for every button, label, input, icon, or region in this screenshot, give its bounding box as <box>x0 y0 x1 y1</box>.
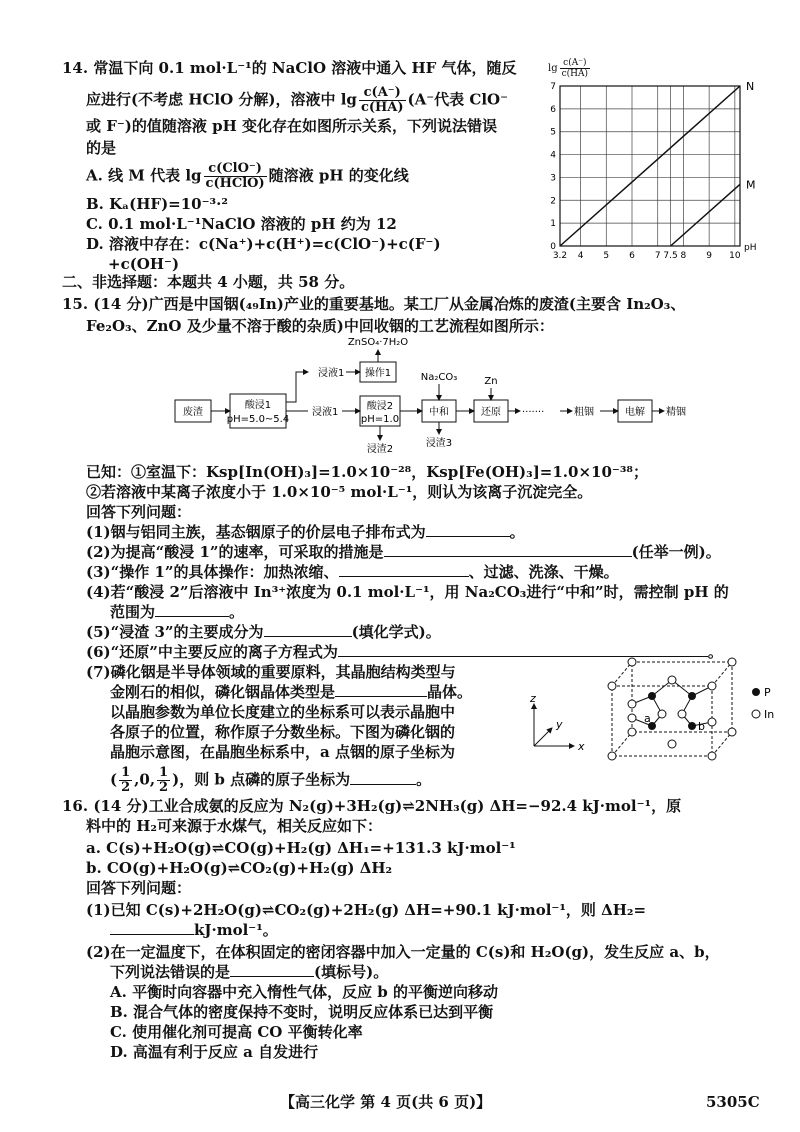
series-line-N <box>560 86 740 246</box>
q15-stem-line2: Fe₂O₃、ZnO 及少量不溶于酸的杂质)中回收铟的工艺流程如图所示： <box>86 317 554 335</box>
q16-answer-prompt: 回答下列问题： <box>86 879 192 897</box>
q16-option-a: A. 平衡时向容器中充入惰性气体，反应 b 的平衡逆向移动 <box>110 983 499 1001</box>
flow-label-zn: Zn <box>484 376 498 387</box>
q15-part3: (3)“操作 1”的具体操作：加热浓缩、 、过滤、洗涤、干燥。 <box>86 563 619 581</box>
paper-code: 5305C <box>706 1093 760 1111</box>
q16-stem-line1: 16. (14 分)工业合成氨的反应为 N₂(g)+3H₂(g)⇌2NH₃(g) ΔH=−92.4 kJ·mol⁻¹，原 <box>62 797 682 815</box>
flow-label-dots: ······· <box>522 407 545 418</box>
q15-part7-line4: 各原子的位置，称作原子分数坐标。下图为磷化铟的 <box>110 723 456 741</box>
q16-option-b: B. 混合气体的密度保持不变时，说明反应体系已达到平衡 <box>110 1003 494 1021</box>
x-tick-label: 4 <box>577 251 584 261</box>
y-tick-label: 5 <box>550 127 556 138</box>
axis-y-label: y <box>556 718 563 731</box>
q16-option-d: D. 高温有利于反应 a 自发进行 <box>110 1043 319 1061</box>
flow-label-neutral: 中和 <box>429 407 449 418</box>
flow-label-na2co3: Na₂CO₃ <box>420 372 458 383</box>
atom-a <box>628 714 636 722</box>
series-label-N: N <box>746 80 755 93</box>
process-flowchart <box>170 336 730 456</box>
flow-label-leach1: 酸浸1 <box>244 400 272 411</box>
x-tick-label: 7 <box>654 251 661 261</box>
atom-b <box>688 722 696 730</box>
y-tick-label: 6 <box>550 104 556 115</box>
q15-part4-line2: 范围为 。 <box>110 603 245 621</box>
legend-in: In <box>764 708 775 721</box>
x-tick-label: 3.2 <box>552 251 568 261</box>
q14-option-a: A. 线 M 代表 lg $\frac{\text{c(ClO⁻)}}{\text{c(HClO)}}$ 随溶液 pH 的变化线 <box>86 161 409 191</box>
q14-stem-line4: 的是 <box>86 139 117 157</box>
axis-x-label: x <box>578 740 585 753</box>
flow-label-filtrate1-top: 浸液1 <box>318 368 345 379</box>
x-tick-label: 8 <box>680 251 687 261</box>
q15-part7-line5: 晶胞示意图，在晶胞坐标系中，a 点铟的原子坐标为 <box>110 743 455 761</box>
chart-y-axis-label: lg $\frac{c(A^-)}{c(HA)}$ <box>548 58 589 79</box>
label-a: a <box>644 712 651 725</box>
q16-reaction-b: b. CO(g)+H₂O(g)⇌CO₂(g)+H₂(g) ΔH₂ <box>86 859 393 877</box>
answer-blank[interactable] <box>426 522 510 537</box>
q16-stem-line2: 料中的 H₂可来源于水煤气，相关反应如下： <box>86 817 382 835</box>
flow-label-leach2: 酸浸2 <box>366 401 394 412</box>
answer-blank[interactable] <box>264 622 352 637</box>
q16-option-c: C. 使用催化剂可提高 CO 平衡转化率 <box>110 1023 363 1041</box>
q14-option-d-line2: +c(OH⁻) <box>108 255 180 273</box>
flow-label-op1: 操作1 <box>364 368 392 379</box>
answer-blank[interactable] <box>230 962 314 977</box>
label-b: b <box>698 720 705 733</box>
flow-label-crude: 粗铟 <box>574 407 594 418</box>
q15-part1: (1)铟与铝同主族，基态铟原子的价层电子排布式为 。 <box>86 523 525 541</box>
q15-part7-line2: 金刚石的相似，磷化铟晶体类型是 晶体。 <box>110 683 473 701</box>
legend-p: P <box>764 686 771 699</box>
flow-label-leach2-ph: pH=1.0 <box>360 414 400 425</box>
flow-label-waste: 废渣 <box>183 407 203 418</box>
x-tick-label: 10 <box>729 251 741 261</box>
flow-label-leach1-ph: pH=5.0~5.4 <box>226 414 290 425</box>
y-tick-label: 1 <box>550 219 556 230</box>
series-line-M <box>671 184 740 246</box>
q16-part2-line1: (2)在一定温度下，在体积固定的密闭容器中加入一定量的 C(s)和 H₂O(g)，发生反应 a、b， <box>86 943 720 961</box>
answer-blank[interactable] <box>350 770 416 785</box>
answer-blank[interactable] <box>338 642 708 657</box>
flow-label-znso4: ZnSO₄·7H₂O <box>347 337 409 348</box>
x-tick-label: 7.5 <box>663 251 678 261</box>
q14-stem-line1: 14. 常温下向 0.1 mol·L⁻¹的 NaClO 溶液中通入 HF 气体，随反 <box>62 59 517 77</box>
q16-part1-line2: kJ·mol⁻¹。 <box>110 920 278 940</box>
x-tick-label: 9 <box>706 251 713 261</box>
q15-part7-line6: ( $\frac{1}{2}$ ,0, $\frac{1}{2}$ )，则 b 点磷的原子坐标为 。 <box>110 765 432 795</box>
y-tick-label: 7 <box>550 82 556 92</box>
q14-option-d-line1: D. 溶液中存在：c(Na⁺)+c(H⁺)=c(ClO⁻)+c(F⁻) <box>86 235 441 253</box>
axis-z-label: z <box>530 692 536 705</box>
q15-part6: (6)“还原”中主要反应的离子方程式为 。 <box>86 643 723 661</box>
q16-reaction-a: a. C(s)+H₂O(g)⇌CO(g)+H₂(g) ΔH₁=+131.3 kJ·mol⁻¹ <box>86 839 516 857</box>
q15-part4-line1: (4)若“酸浸 2”后溶液中 In³⁺浓度为 0.1 mol·L⁻¹，用 Na₂CO₃进行“中和”时，需控制 pH 的 <box>86 583 729 601</box>
y-tick-label: 0 <box>550 242 556 252</box>
flow-label-reduce: 还原 <box>481 407 501 418</box>
flow-label-pure: 精铟 <box>666 407 686 418</box>
x-tick-label: 5 <box>603 251 610 261</box>
series-label-M: M <box>746 178 756 192</box>
x-tick-label: 6 <box>629 251 635 261</box>
ph-lg-ratio-chart <box>540 80 790 280</box>
q15-part2: (2)为提高“酸浸 1”的速率，可采取的措施是 (任举一例)。 <box>86 543 721 561</box>
y-tick-label: 4 <box>550 150 556 161</box>
flow-label-residue2: 浸渣2 <box>366 444 394 455</box>
q15-known-1: 已知：①室温下：Ksp[In(OH)₃]=1.0×10⁻²⁸，Ksp[Fe(OH)₃]=1.0×10⁻³⁸； <box>86 463 648 481</box>
q15-known-2: ②若溶液中某离子浓度小于 1.0×10⁻⁵ mol·L⁻¹，则认为该离子沉淀完全。 <box>86 483 593 501</box>
q14-option-c: C. 0.1 mol·L⁻¹NaClO 溶液的 pH 约为 12 <box>86 215 397 233</box>
inp-unit-cell-diagram <box>520 656 790 776</box>
q14-stem-line3: 或 F⁻)的值随溶液 pH 变化存在如图所示关系，下列说法错误 <box>86 117 497 135</box>
flow-label-filtrate1: 浸液1 <box>312 407 339 418</box>
q15-answer-prompt: 回答下列问题： <box>86 503 192 521</box>
flow-label-residue3: 浸渣3 <box>425 438 453 449</box>
section-heading: 二、非选择题：本题共 4 小题，共 58 分。 <box>62 273 355 291</box>
y-tick-label: 3 <box>550 173 556 184</box>
q14-stem-line2: 应进行(不考虑 HClO 分解)，溶液中 lg $\frac{c(A^-)}{c(HA)}$ (A⁻代表 ClO⁻ <box>86 85 509 115</box>
page-footer: 【高三化学 第 4 页(共 6 页)】 <box>280 1093 492 1111</box>
answer-blank[interactable] <box>110 920 194 935</box>
y-tick-label: 2 <box>550 196 556 207</box>
q15-part5: (5)“浸渣 3”的主要成分为 (填化学式)。 <box>86 623 441 641</box>
answer-blank[interactable] <box>339 562 469 577</box>
x-axis-label: pH <box>744 243 757 253</box>
q16-part1-line1: (1)已知 C(s)+2H₂O(g)⇌CO₂(g)+2H₂(g) ΔH=+90.1 kJ·mol⁻¹，则 ΔH₂= <box>86 901 647 919</box>
q15-part7-line1: (7)磷化铟是半导体领域的重要原料，其晶胞结构类型与 <box>86 663 456 681</box>
answer-blank[interactable] <box>384 542 632 557</box>
flow-label-electro: 电解 <box>625 407 645 418</box>
q15-part7-line3: 以晶胞参数为单位长度建立的坐标系可以表示晶胞中 <box>110 703 456 721</box>
q16-part2-line2: 下列说法错误的是 (填标号)。 <box>110 963 389 981</box>
q15-stem-line1: 15. (14 分)广西是中国铟(₄₉In)产业的重要基地。某工厂从金属冶炼的废渣(主要含 In₂O₃、 <box>62 295 686 313</box>
answer-blank[interactable] <box>155 602 229 617</box>
q14-option-b: B. Kₐ(HF)=10⁻³·² <box>86 195 228 213</box>
answer-blank[interactable] <box>335 682 427 697</box>
